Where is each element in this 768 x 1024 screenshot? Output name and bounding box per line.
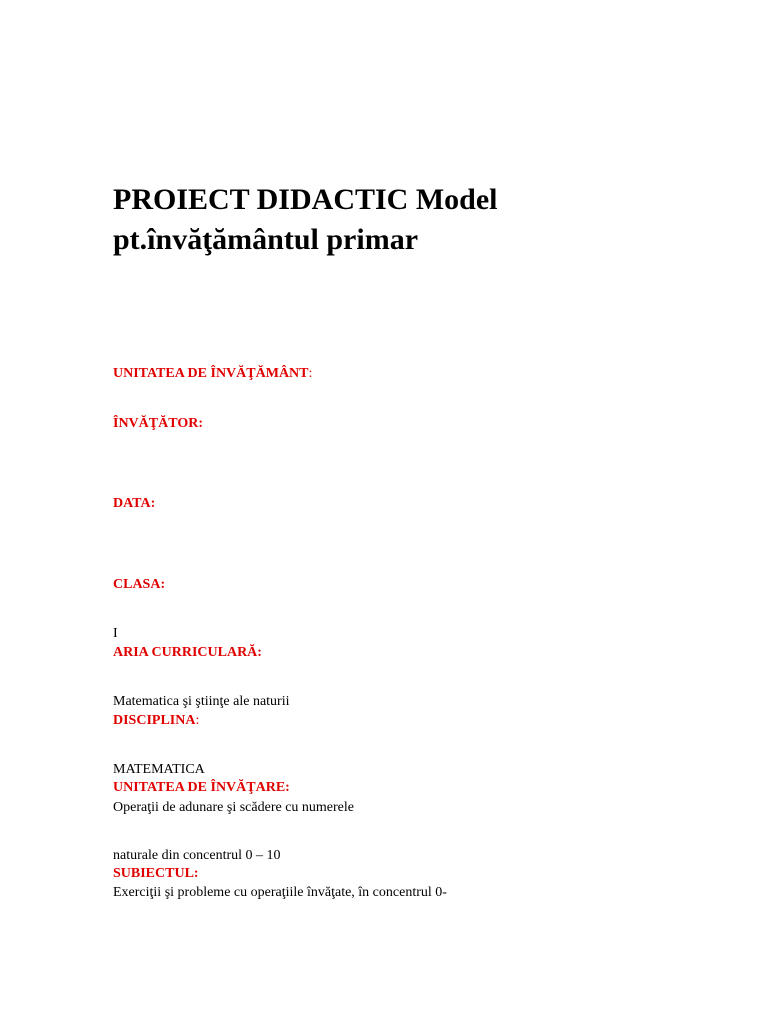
disciplina-value: MATEMATICA [113,762,205,777]
title-line-1: PROIECT DIDACTIC Model [113,183,498,216]
invatator-label: ÎNVĂŢĂTOR: [113,416,203,431]
unitatea-invatamant-label [113,366,312,382]
subiectul-label: SUBIECTUL: [113,866,199,881]
unitatea-invatamant-text: UNITATEA DE ÎNVĂŢĂMÂNT [113,366,309,381]
aria-curriculara-value: Matematica şi ştiinţe ale naturii [113,694,290,709]
disciplina-label [113,713,199,729]
data-label: DATA: [113,496,156,511]
clasa-value: I [113,626,118,641]
aria-curriculara-label: ARIA CURRICULARĂ: [113,645,262,660]
unitatea-invatamant-colon: : [308,366,313,381]
disciplina-text: DISCIPLINA [113,713,196,728]
unitatea-invatare-label: UNITATEA DE ÎNVĂŢARE: [113,780,290,795]
subiectul-value: Exerciţii şi probleme cu operaţiile învăţate, în concentrul 0- [113,885,447,900]
unitatea-invatare-value-line-2: naturale din concentrul 0 – 10 [113,848,281,863]
clasa-label: CLASA: [113,577,166,592]
title-line-2: pt.învăţământul primar [113,223,419,256]
document-title [113,180,497,260]
unitatea-invatare-value-line-1: Operaţii de adunare şi scădere cu numerele [113,800,354,815]
disciplina-colon: : [195,713,200,728]
